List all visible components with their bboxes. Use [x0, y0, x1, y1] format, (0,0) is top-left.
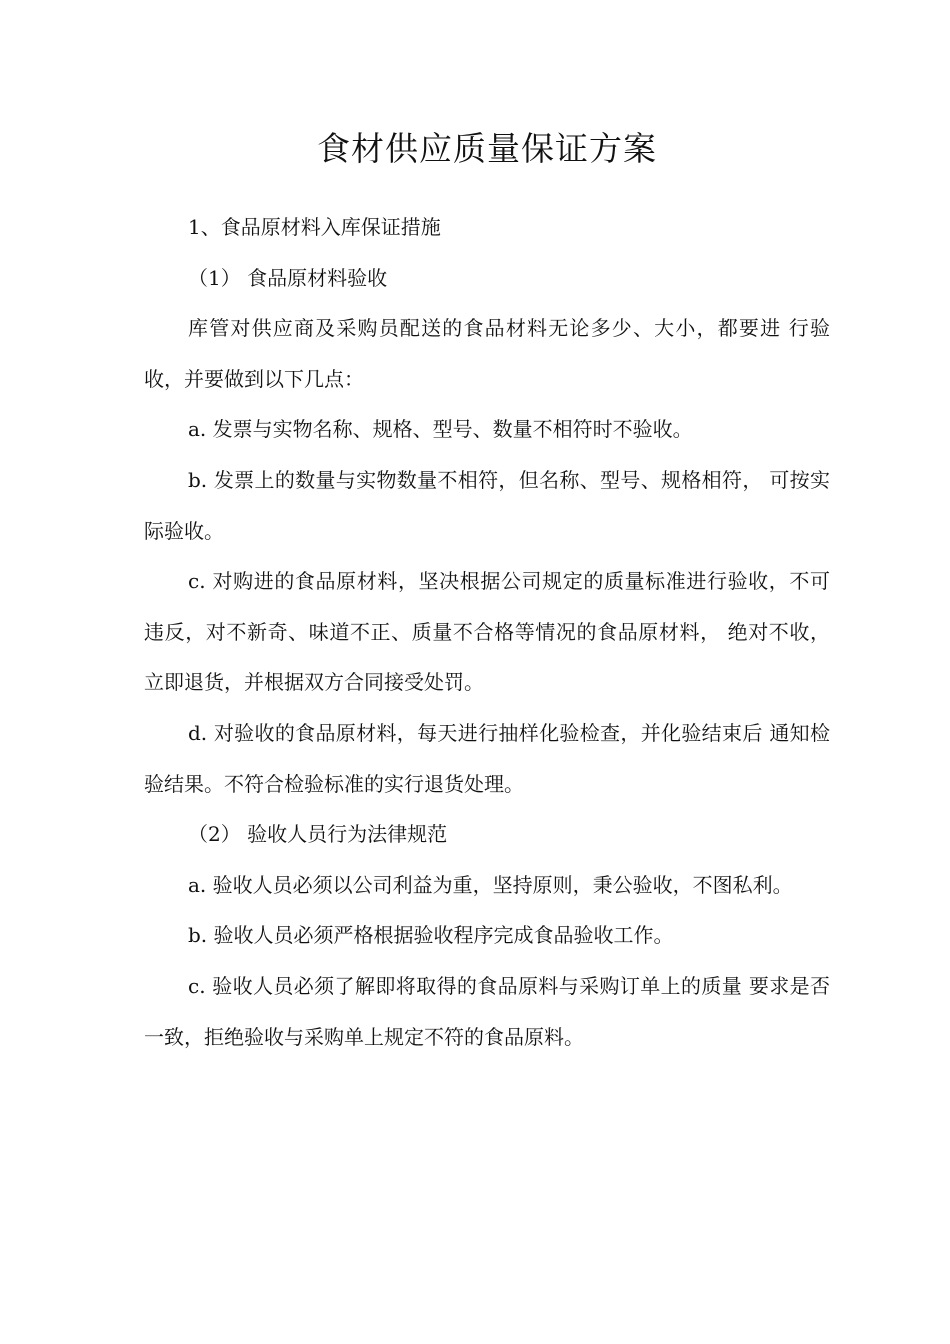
list-item: a. 验收人员必须以公司利益为重，坚持原则，秉公验收，不图私利。 [188, 872, 793, 897]
section-heading: 1、食品原材料入库保证措施 [188, 215, 441, 239]
subsection-heading-1: （1） 食品原材料验收 [188, 265, 388, 290]
document-body [144, 202, 830, 1062]
list-item: b. 验收人员必须严格根据验收程序完成食品验收工作。 [188, 923, 674, 948]
subsection-heading-2: （2） 验收人员行为法律规范 [188, 822, 448, 847]
list-item: c. 验收人员必须了解即将取得的食品原料与采购订单上的质量 要求是否一致，拒绝验收与采购单上规定不符的食品原料。 [144, 973, 830, 1049]
list-item: a. 发票与实物名称、规格、型号、数量不相符时不验收。 [188, 417, 693, 442]
document-title: 食材供应质量保证方案 [317, 129, 657, 168]
list-item: b. 发票上的数量与实物数量不相符，但名称、型号、规格相符， 可按实际验收。 [144, 467, 830, 543]
paragraph-intro: 库管对供应商及采购员配送的食品材料无论多少、大小，都要进 行验收，并要做到以下几点： [144, 316, 830, 391]
list-item: d. 对验收的食品原材料，每天进行抽样化验检查，并化验结束后 通知检验结果。不符合检验标准的实行退货处理。 [144, 720, 830, 796]
list-item: c. 对购进的食品原材料，坚决根据公司规定的质量标准进行验收，不可违反，对不新奇、味道不正、质量不合格等情况的食品原材料， 绝对不收，立即退货，并根据双方合同接受处罚。 [144, 569, 830, 695]
